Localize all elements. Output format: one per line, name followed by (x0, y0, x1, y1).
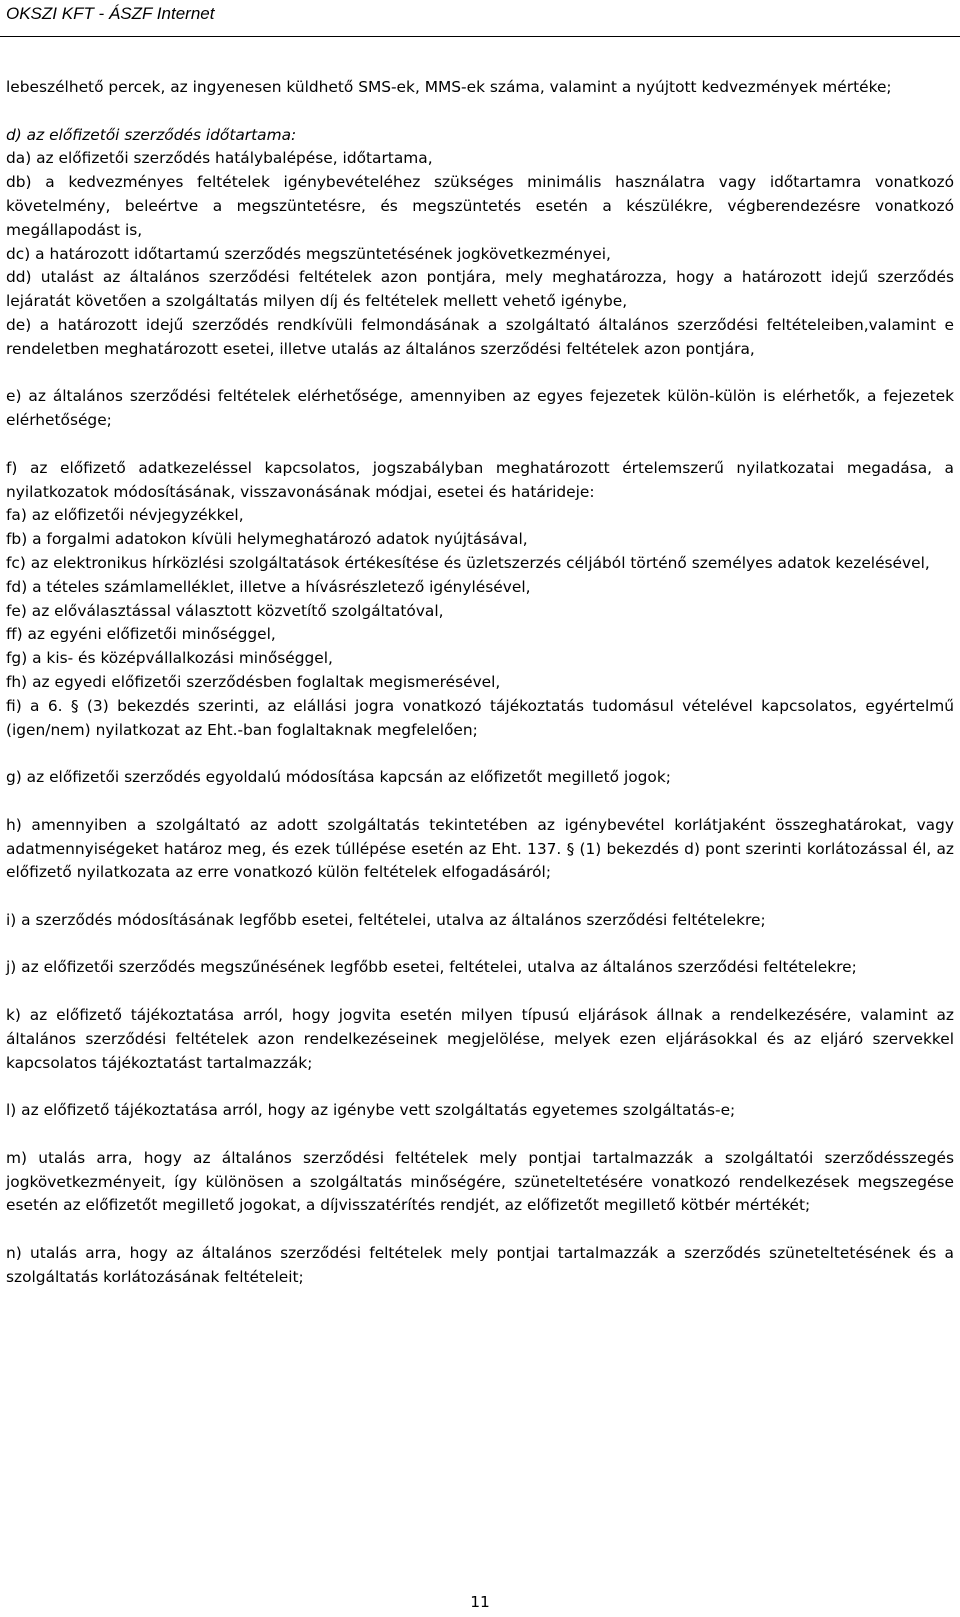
spacer (6, 1218, 954, 1242)
item-fc: fc) az elektronikus hírközlési szolgáltatások értékesítése és üzletszerzés céljából történő személyes adatok kezelésével, (6, 553, 930, 572)
spacer (6, 933, 954, 957)
item-fg: fg) a kis- és középvállalkozási minőséggel, (6, 649, 333, 668)
item-g: g) az előfizetői szerződés egyoldalú módosítása kapcsán az előfizetőt megillető jogok; (6, 768, 671, 787)
item-fe: fe) az előválasztással választott közvetítő szolgáltatóval, (6, 601, 444, 620)
item-dd: dd) utalást az általános szerződési feltételek azon pontjára, mely meghatározza, hogy a határozott idejű szerződés lejáratát követően a szolgáltatás milyen díj és feltételek mellett vehető igénybe, (6, 268, 954, 311)
paragraph-continuation: lebeszélhető percek, az ingyenesen küldhető SMS-ek, MMS-ek száma, valamint a nyújtott kedvezmények mértéke; (6, 78, 892, 96)
section-d-heading: d) az előfizetői szerződés időtartama: (6, 125, 297, 144)
spacer (6, 742, 954, 766)
item-ff: ff) az egyéni előfizetői minőséggel, (6, 625, 276, 644)
item-fh: fh) az egyedi előfizetői szerződésben foglaltak megismerésével, (6, 672, 501, 691)
page-number: 11 (470, 1593, 490, 1611)
item-fd: fd) a tételes számlamelléklet, illetve a hívásrészletező igénylésével, (6, 577, 531, 596)
item-j: j) az előfizetői szerződés megszűnésének legfőbb esetei, feltételei, utalva az általános szerződési feltételekre; (6, 958, 857, 977)
spacer (6, 100, 954, 124)
item-h: h) amennyiben a szolgáltató az adott szolgáltatás tekintetében az igénybevétel korlátjaként összeghatárokat, vagy adatmennyiségeket határoz meg, és ezek túllépése esetén az Eht. 137. § (1) bekezdés d) pont szerinti korlátozással él, az előfizető nyilatkozata az erre vonatkozó külön feltételek elfogadásáról; (6, 815, 954, 882)
item-m: m) utalás arra, hogy az általános szerződési feltételek mely pontjai tartalmazzák a szolgáltatói szerződésszegés jogkövetkezményeit, így különösen a szolgáltatás minőségére, szüneteltetésére vonatkozó rendelkezések megszegése esetén az előfizetőt megillető jogokat, a díjvisszatérítés rendjét, az előfizetőt megillető kötbér mértékét; (6, 1148, 954, 1215)
item-l: l) az előfizető tájékoztatása arról, hogy az igénybe vett szolgáltatás egyetemes szolgáltatás-e; (6, 1101, 736, 1120)
item-e: e) az általános szerződési feltételek elérhetősége, amennyiben az egyes fejezetek külön-külön is elérhetők, a fejezetek elérhetősége; (6, 387, 954, 430)
item-fa: fa) az előfizetői névjegyzékkel, (6, 506, 244, 525)
spacer (6, 362, 954, 386)
header-divider (0, 36, 960, 37)
item-de: de) a határozott idejű szerződés rendkívüli felmondásának a szolgáltató általános szerződési feltételeiben,valamint e rendeletben meghatározott esetei, illetve utalás az általános szerződési feltételek azon pontjára, (6, 315, 954, 358)
document-body (6, 76, 954, 1290)
item-db: db) a kedvezményes feltételek igénybevételéhez szükséges minimális használatra vagy időtartamra vonatkozó követelmény, beleértve a megszüntetésre, és megszüntetés esetén a készülékre, végberendezésre vonatkozó megállapodást is, (6, 173, 954, 239)
spacer (6, 1075, 954, 1099)
item-k: k) az előfizető tájékoztatása arról, hogy jogvita esetén milyen típusú eljárások állnak a rendelkezésére, valamint az általános szerződési feltételek azon rendelkezéseinek megjelölése, melyek ezen eljárásokkal és az eljáró szervekkel kapcsolatos tájékoztatást tartalmazzák; (6, 1006, 954, 1072)
item-fb: fb) a forgalmi adatokon kívüli helymeghatározó adatok nyújtásával, (6, 530, 528, 549)
item-f: f) az előfizető adatkezeléssel kapcsolatos, jogszabályban meghatározott értelemszerű nyilatkozatai megadása, a nyilatkozatok módosításának, visszavonásának módjai, esetei és határideje: (6, 458, 954, 501)
spacer (6, 885, 954, 909)
item-da: da) az előfizetői szerződés hatálybalépése, időtartama, (6, 149, 433, 168)
spacer (6, 980, 954, 1004)
spacer (6, 433, 954, 457)
page-header: OKSZI KFT - ÁSZF Internet (6, 4, 215, 23)
item-dc: dc) a határozott időtartamú szerződés megszüntetésének jogkövetkezményei, (6, 244, 611, 263)
spacer (6, 790, 954, 814)
spacer (6, 1123, 954, 1147)
item-n: n) utalás arra, hogy az általános szerződési feltételek mely pontjai tartalmazzák a szerződés szüneteltetésének és a szolgáltatás korlátozásának feltételeit; (6, 1244, 954, 1286)
item-i: i) a szerződés módosításának legfőbb esetei, feltételei, utalva az általános szerződési feltételekre; (6, 910, 766, 929)
item-fi: fi) a 6. § (3) bekezdés szerinti, az elállási jogra vonatkozó tájékoztatás tudomásul vételével kapcsolatos, egyértelmű (igen/nem) nyilatkozat az Eht.-ban foglaltaknak megfelelően; (6, 696, 954, 739)
